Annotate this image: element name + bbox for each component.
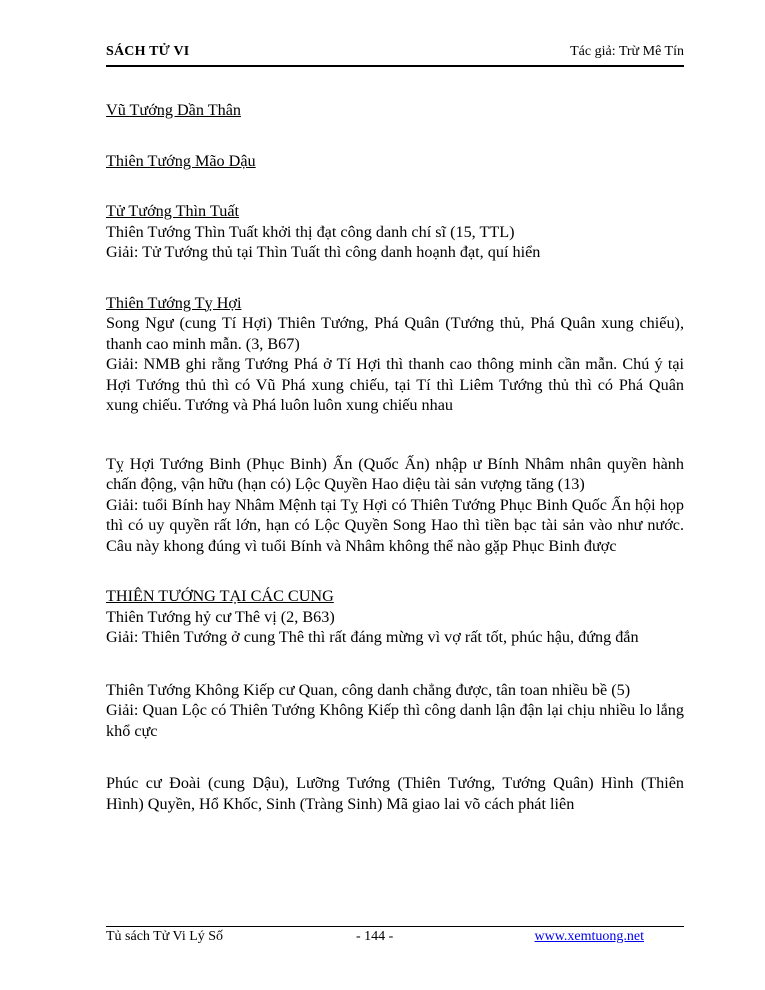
text-line: Thiên Tướng Thìn Tuất khởi thị đạt công danh chí sĩ (15, TTL): [106, 222, 515, 241]
text-paragraph: Giải: tuổi Bính hay Nhâm Mệnh tại Tỵ Hợi có Thiên Tướng Phục Binh Quốc Ấn hội họp thì có uy quyền rất lớn, hạn có Lộc Quyền Song Hao thì tiền bạc tài sản vào như nước. Câu này khong đúng vì tuổi Bính và Nhâm không thể nào gặp Phục Binh được: [106, 495, 684, 555]
text-paragraph: Tỵ Hợi Tướng Binh (Phục Binh) Ấn (Quốc Ấn) nhập ư Bính Nhâm nhân quyền hành chấn động, vận hữu (hạn có) Lộc Quyền Hao diệu tài sản vượng tăng (13): [106, 454, 684, 493]
text-line: Thiên Tướng hỷ cư Thê vị (2, B63): [106, 607, 335, 626]
text-paragraph: Phúc cư Đoài (cung Dậu), Lưỡng Tướng (Thiên Tướng, Tướng Quân) Hình (Thiên Hình) Quyền, Hổ Khốc, Sinh (Tràng Sinh) Mã giao lai võ cách phát liên: [106, 774, 684, 813]
book-title: SÁCH TỬ VI: [106, 44, 190, 59]
text-paragraph: Giải: NMB ghi rằng Tướng Phá ở Tí Hợi thì thanh cao thông minh cần mẫn. Chú ý tại Hợi Tướng thủ thì có Vũ Phá xung chiếu, tại Tí thì Liêm Tướng thủ thì có Phá Quân xung chiếu. Tướng và Phá luôn luôn xung chiếu nhau: [106, 355, 684, 414]
page-header: [106, 44, 684, 66]
section-heading: Thiên Tướng Mão Dậu: [106, 151, 256, 170]
section-heading: Vũ Tướng Dần Thân: [106, 101, 241, 119]
section-heading: THIÊN TƯỚNG TẠI CÁC CUNG: [106, 587, 334, 605]
text-paragraph: Song Ngư (cung Tí Hợi) Thiên Tướng, Phá Quân (Tướng thủ, Phá Quân xung chiếu), thanh cao minh mẫn. (3, B67): [106, 314, 684, 353]
header-divider: [106, 65, 684, 67]
section-heading: Thiên Tướng Tỵ Hợi: [106, 293, 242, 312]
text-paragraph: Giải: Quan Lộc có Thiên Tướng Không Kiếp thì công danh lận đận lại chịu nhiều lo lắng khổ cực: [106, 701, 684, 740]
section-heading: Tử Tướng Thìn Tuất: [106, 202, 240, 220]
page-number: - 144 -: [356, 929, 394, 944]
page-footer: [106, 929, 684, 949]
text-line: Giải: Thiên Tướng ở cung Thê thì rất đáng mừng vì vợ rất tốt, phúc hậu, đứng đắn: [106, 628, 639, 646]
page-body: [106, 100, 684, 814]
text-line: Giải: Tử Tướng thủ tại Thìn Tuất thì công danh hoạnh đạt, quí hiển: [106, 243, 541, 261]
author-label: Tác giả: Trừ Mê Tín: [570, 44, 684, 59]
series-name: Tủ sách Tử Vi Lý Số: [106, 929, 224, 944]
website-link[interactable]: www.xemtuong.net: [534, 929, 644, 944]
footer-divider: [106, 926, 684, 927]
text-paragraph: Thiên Tướng Không Kiếp cư Quan, công danh chẳng được, tân toan nhiều bề (5): [106, 680, 631, 699]
